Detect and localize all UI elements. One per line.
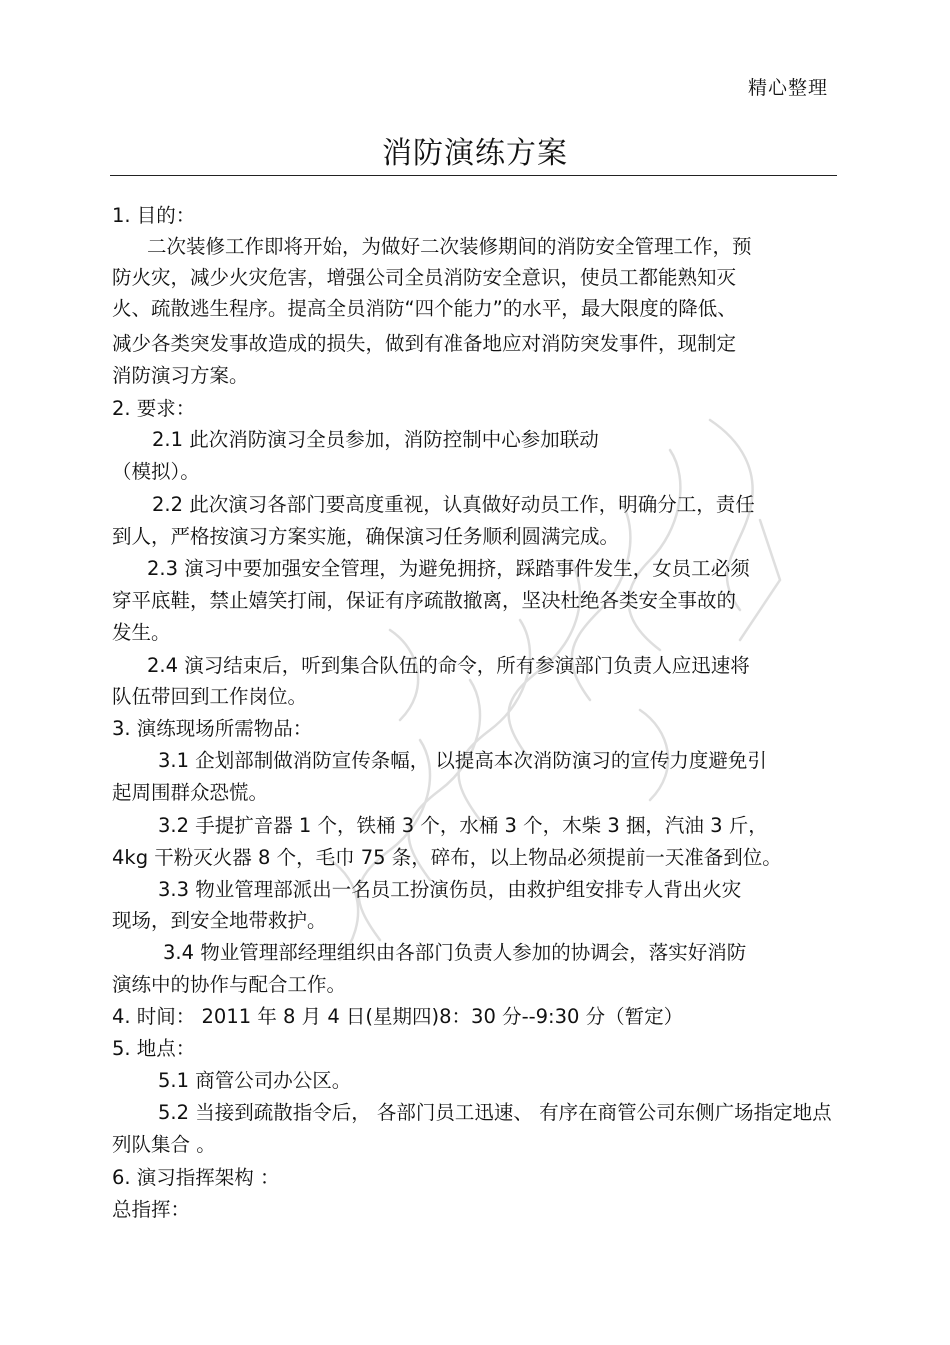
section-heading: 3. 演练现场所需物品： <box>112 717 313 740</box>
body-line: （模拟）。 <box>112 460 200 483</box>
body-line: 2.3 演习中要加强安全管理，为避免拥挤，踩踏事件发生，女员工必须 <box>147 557 750 580</box>
body-line: 5.1 商管公司办公区。 <box>158 1069 352 1092</box>
body-line: 演练中的协作与配合工作。 <box>112 973 347 996</box>
body-line: 4kg 干粉灭火器 8 个，毛巾 75 条，碎布，以上物品必须提前一天准备到位。 <box>112 846 782 869</box>
body-line: 3.2 手提扩音器 1 个，铁桶 3 个，水桶 3 个，木柴 3 捆，汽油 3 斤， <box>158 814 768 837</box>
body-line: 列队集合 。 <box>112 1133 216 1156</box>
body-line: 队伍带回到工作岗位。 <box>112 685 308 708</box>
section-heading: 5. 地点： <box>112 1037 196 1060</box>
body-line: 二次装修工作即将开始，为做好二次装修期间的消防安全管理工作，预 <box>147 235 752 258</box>
body-line: 发生。 <box>112 621 171 644</box>
title-divider <box>110 175 837 176</box>
body-line: 2.1 此次消防演习全员参加，消防控制中心参加联动 <box>152 428 599 451</box>
section-heading: 6. 演习指挥架构 ： <box>112 1166 280 1189</box>
body-line: 穿平底鞋，禁止嬉笑打闹，保证有序疏散撤离，坚决杜绝各类安全事故的 <box>112 589 737 612</box>
document-title: 消防演练方案 <box>382 136 568 171</box>
body-line: 火、疏散逃生程序。提高全员消防“四个能力”的水平，最大限度的降低、 <box>112 297 737 320</box>
section-heading: 2. 要求： <box>112 397 196 420</box>
body-line: 5.2 当接到疏散指令后， 各部门员工迅速、 有序在商管公司东侧广场指定地点 <box>158 1101 832 1124</box>
body-line: 2.2 此次演习各部门要高度重视，认真做好动员工作，明确分工，责任 <box>152 493 755 516</box>
body-line: 消防演习方案。 <box>112 364 249 387</box>
body-line: 到人，严格按演习方案实施，确保演习任务顺利圆满完成。 <box>112 525 620 548</box>
body-line: 现场，到安全地带救护。 <box>112 909 327 932</box>
body-line: 防火灾，减少火灾危害，增强公司全员消防安全意识，使员工都能熟知灭 <box>112 266 737 289</box>
body-line: 3.4 物业管理部经理组织由各部门负责人参加的协调会，落实好消防 <box>163 941 747 964</box>
body-line: 2.4 演习结束后，听到集合队伍的命令，所有参演部门负责人应迅速将 <box>147 654 750 677</box>
body-line: 总指挥： <box>112 1198 191 1221</box>
body-line: 起周围群众恐慌。 <box>112 781 269 804</box>
section-heading: 4. 时间： 2011 年 8 月 4 日(星期四)8：30 分--9:30 分（暂定） <box>112 1005 684 1028</box>
body-line: 减少各类突发事故造成的损失，做到有准备地应对消防突发事件，现制定 <box>112 332 737 355</box>
header-note: 精心整理 <box>748 77 829 99</box>
section-heading: 1. 目的： <box>112 204 196 227</box>
body-line: 3.1 企划部制做消防宣传条幅， 以提高本次消防演习的宣传力度避免引 <box>158 749 767 772</box>
body-line: 3.3 物业管理部派出一名员工扮演伤员，由救护组安排专人背出火灾 <box>158 878 742 901</box>
